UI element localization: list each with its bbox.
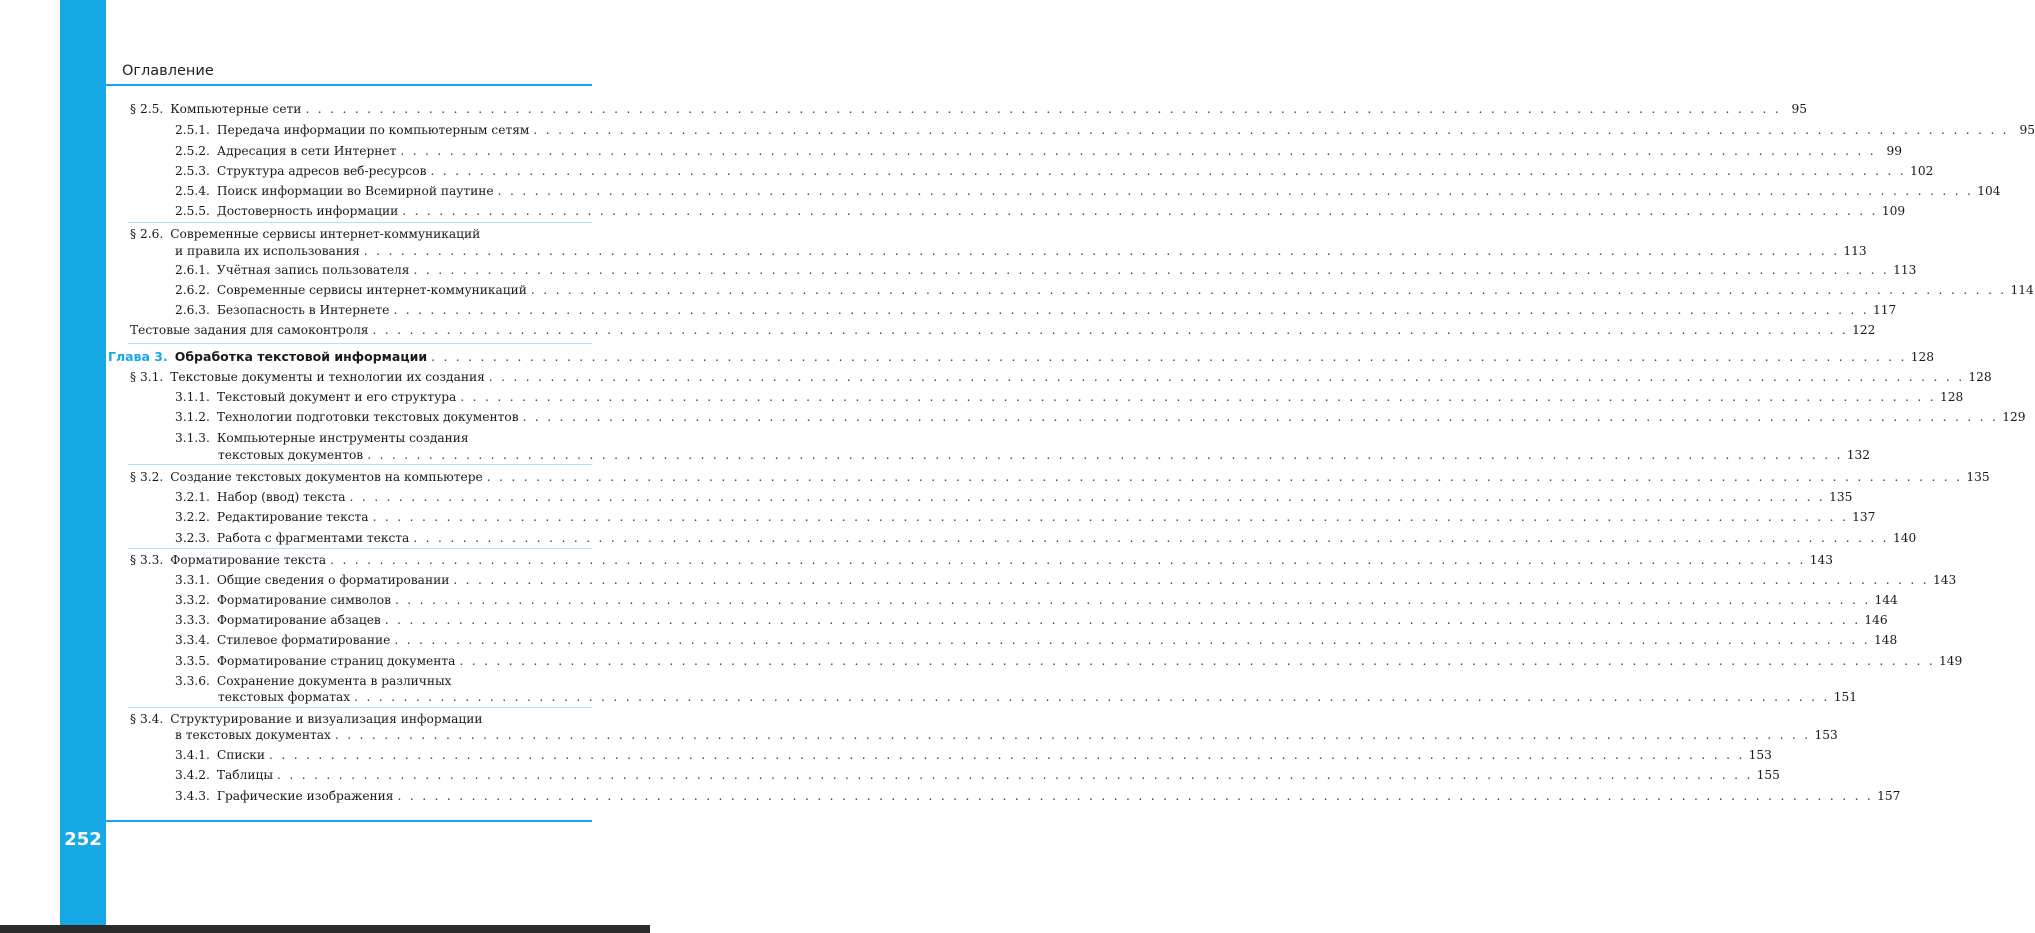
toc-entry-title: Форматирование абзацев xyxy=(216,613,381,627)
toc-entry-page: 132 xyxy=(1846,448,1871,462)
toc-entry-page: 113 xyxy=(1893,263,1917,277)
toc-entry[interactable] xyxy=(130,469,1990,485)
dot-leader: . . . . . . . . . . . . . . . . . . . . . . . . . . . . . . . . . . . . . . . . . . . . . . . . . . . . . . . . . . . . . . . . . . . . . . . . . . . . . . . . . . . . . . . . . . . . . . . . . . . . . . . . . . . . . . . . . . . . . . . . xyxy=(330,553,1806,567)
toc-entry-title: Текстовые документы и технологии их создания xyxy=(170,370,485,384)
toc-entry[interactable] xyxy=(175,632,1898,648)
dot-leader: . . . . . . . . . . . . . . . . . . . . . . . . . . . . . . . . . . . . . . . . . . . . . . . . . . . . . . . . . . . . . . . . . . . . . . . . . . . . . . . . . . . . . . . . . . . . . . . . . . . . . . . . . . . . . . . . . . . . . . . . xyxy=(397,789,1874,803)
toc-entry-page: 102 xyxy=(1910,164,1934,178)
toc-entry-number: 2.5.1. xyxy=(175,123,210,137)
dot-leader: . . . . . . . . . . . . . . . . . . . . . . . . . . . . . . . . . . . . . . . . . . . . . . . . . . . . . . . . . . . . . . . . . . . . . . . . . . . . . . . . . . . . . . . . . . . . . . . . . . . . . . . . . . . . . . . . . . . . . . . . xyxy=(363,244,1840,258)
toc-entry-number: § 3.2. xyxy=(130,470,164,484)
section-separator xyxy=(128,707,592,708)
toc-entry-continuation[interactable] xyxy=(175,243,1867,259)
toc-entry[interactable] xyxy=(130,226,592,242)
toc-entry-page: 135 xyxy=(1966,470,1990,484)
toc-entry-page: 129 xyxy=(2002,410,2026,424)
toc-entry[interactable] xyxy=(175,409,2026,425)
toc-entry-number: § 3.3. xyxy=(130,553,164,567)
toc-entry-title: Общие сведения о форматировании xyxy=(216,573,450,587)
toc-entry-page: 117 xyxy=(1872,303,1897,317)
toc-entry-title: Безопасность в Интернете xyxy=(216,303,390,317)
toc-entry-page: 143 xyxy=(1932,573,1957,587)
toc-entry-title: Обработка текстовой информации xyxy=(174,349,428,364)
toc-entry[interactable] xyxy=(175,673,592,689)
toc-entry-number: § 3.1. xyxy=(130,370,164,384)
toc-entry-page: 144 xyxy=(1874,593,1898,607)
toc-entry-title: Создание текстовых документов на компьютере xyxy=(170,470,483,484)
section-separator xyxy=(128,222,592,223)
toc-entry-page: 143 xyxy=(1809,553,1833,567)
toc-entry-title: Компьютерные инструменты создания xyxy=(216,431,469,445)
toc-entry-page: 153 xyxy=(1748,748,1772,762)
toc-entry-title: Технологии подготовки текстовых документов xyxy=(216,410,519,424)
toc-entry-page: 113 xyxy=(1843,244,1867,258)
toc-entry-number: 3.2.1. xyxy=(175,490,210,504)
toc-entry-continuation[interactable] xyxy=(218,447,1871,463)
toc-entry[interactable] xyxy=(175,183,2001,199)
toc-entry[interactable] xyxy=(175,530,1917,546)
toc-entry-title: Современные сервисы интернет-коммуникаций xyxy=(216,283,527,297)
toc-entry-number: 3.1.1. xyxy=(175,390,210,404)
toc-entry-number: 3.2.2. xyxy=(175,510,210,524)
toc-entry-title: Набор (ввод) текста xyxy=(216,490,346,504)
dot-leader: . . . . . . . . . . . . . . . . . . . . . . . . . . . . . . . . . . . . . . . . . . . . . . . . . . . . . . . . . . . . . . . . . . . . . . . . . . . . . . . . . . . . . . . . . . . . . . . . . . . . . . . . . . . . . . . . . . . . . . . . xyxy=(522,410,1999,424)
toc-entry-title-continued: текстовых документов xyxy=(218,448,364,462)
toc-entry-number: 3.4.2. xyxy=(175,768,210,782)
toc-entry[interactable] xyxy=(130,369,1992,385)
dot-leader: . . . . . . . . . . . . . . . . . . . . . . . . . . . . . . . . . . . . . . . . . . . . . . . . . . . . . . . . . . . . . . . . . . . . . . . . . . . . . . . . . . . . . . . . . . . . . . . . . . . . . . . . . . . . . . . . . . . . . . . . xyxy=(497,184,1974,198)
toc-entry-title: Стилевое форматирование xyxy=(216,633,391,647)
dot-leader: . . . . . . . . . . . . . . . . . . . . . . . . . . . . . . . . . . . . . . . . . . . . . . . . . . . . . . . . . . . . . . . . . . . . . . . . . . . . . . . . . . . . . . . . . . . . . . . . . . . . . . . . . . . . . . . . . . . . . . . . xyxy=(394,633,1870,647)
toc-entry-number: 2.5.4. xyxy=(175,184,210,198)
toc-entry-number: 3.3.5. xyxy=(175,654,210,668)
toc-entry-title-continued: и правила их использования xyxy=(175,244,360,258)
dot-leader: . . . . . . . . . . . . . . . . . . . . . . . . . . . . . . . . . . . . . . . . . . . . . . . . . . . . . . . . . . . . . . . . . . . . . . . . . . . . . . . . . . . . . . . . . . . . . . . . . . . . . . . . . . . . . . . . . . . . . . . . xyxy=(393,303,1869,317)
dot-leader: . . . . . . . . . . . . . . . . . . . . . . . . . . . . . . . . . . . . . . . . . . . . . . . . . . . . . . . . . . . . . . . . . . . . . . . . . . . . . . . . . . . . . . . . . . . . . . . . . . . . . . . . . . . . . . . . . . . . . . . . xyxy=(413,531,1889,545)
dot-leader: . . . . . . . . . . . . . . . . . . . . . . . . . . . . . . . . . . . . . . . . . . . . . . . . . . . . . . . . . . . . . . . . . . . . . . . . . . . . . . . . . . . . . . . . . . . . . . . . . . . . . . . . . . . . . . . . . . . . . . . . xyxy=(277,768,1753,782)
section-separator xyxy=(128,548,592,549)
toc-entry-title: Сохранение документа в различных xyxy=(216,674,452,688)
toc-entry[interactable] xyxy=(175,389,1964,405)
dot-leader: . . . . . . . . . . . . . . . . . . . . . . . . . . . . . . . . . . . . . . . . . . . . . . . . . . . . . . . . . . . . . . . . . . . . . . . . . . . . . . . . . . . . . . . . . . . . . . . . . . . . . . . . . . . . . . . . . . . . . . . . xyxy=(354,690,1830,704)
toc-entry-page: 109 xyxy=(1881,204,1906,218)
dot-leader: . . . . . . . . . . . . . . . . . . . . . . . . . . . . . . . . . . . . . . . . . . . . . . . . . . . . . . . . . . . . . . . . . . . . . . . . . . . . . . . . . . . . . . . . . . . . . . . . . . . . . . . . . . . . . . . . . . . . . . . . xyxy=(431,350,1907,364)
toc-entry-page: 95 xyxy=(1791,102,1808,116)
toc-entry[interactable] xyxy=(175,489,1853,505)
toc-entry-number: § 3.4. xyxy=(130,712,164,726)
dot-leader: . . . . . . . . . . . . . . . . . . . . . . . . . . . . . . . . . . . . . . . . . . . . . . . . . . . . . . . . . . . . . . . . . . . . . . . . . . . . . . . . . . . . . . . . . . . . . . . . . . . . . . . . . . . . . . . . . . . . . . . . xyxy=(413,263,1890,277)
toc-entry-page: 148 xyxy=(1873,633,1898,647)
toc-entry[interactable] xyxy=(175,282,2034,298)
toc-entry-title: Редактирование текста xyxy=(216,510,369,524)
toc-entry-continuation[interactable] xyxy=(175,727,1838,743)
toc-entry-title: Структурирование и визуализация информации xyxy=(170,712,483,726)
toc-entry-title: Компьютерные сети xyxy=(170,102,302,116)
toc-entry[interactable] xyxy=(175,122,2035,138)
toc-entry-number: 3.4.1. xyxy=(175,748,210,762)
toc-entry[interactable] xyxy=(175,262,1917,278)
footer-divider xyxy=(60,820,592,822)
toc-entry-page: 135 xyxy=(1829,490,1853,504)
toc-entry-number: 3.3.1. xyxy=(175,573,210,587)
toc-entry-title: Текстовый документ и его структура xyxy=(216,390,457,404)
toc-entry[interactable] xyxy=(175,509,1876,525)
toc-entry-page: 140 xyxy=(1892,531,1917,545)
toc-entry-page: 157 xyxy=(1877,789,1901,803)
toc-entry-title: Графические изображения xyxy=(216,789,394,803)
toc-entry[interactable] xyxy=(175,747,1772,763)
toc-entry-number: 3.1.3. xyxy=(175,431,210,445)
toc-entry-number: 3.3.6. xyxy=(175,674,210,688)
toc-entry[interactable] xyxy=(175,430,592,446)
toc-entry-number: 2.6.2. xyxy=(175,283,210,297)
toc-entry-page: 151 xyxy=(1833,690,1857,704)
dot-leader: . . . . . . . . . . . . . . . . . . . . . . . . . . . . . . . . . . . . . . . . . . . . . . . . . . . . . . . . . . . . . . . . . . . . . . . . . . . . . . . . . . . . . . . . . . . . . . . . . . . . . . . . . . . . . . . . . . . . . . . . xyxy=(372,323,1849,337)
dot-leader: . . . . . . . . . . . . . . . . . . . . . . . . . . . . . . . . . . . . . . . . . . . . . . . . . . . . . . . . . . . . . . . . . . . . . . . . . . . . . . . . . . . . . . . . . . . . . . . . . . . . . . . . . . . . . . . . . . . . . . . . xyxy=(400,144,1876,158)
toc-entry[interactable] xyxy=(108,349,1934,365)
dot-leader: . . . . . . . . . . . . . . . . . . . . . . . . . . . . . . . . . . . . . . . . . . . . . . . . . . . . . . . . . . . . . . . . . . . . . . . . . . . . . . . . . . . . . . . . . . . . . . . . . . . . . . . . . . . . . . . . . . . . . . . . xyxy=(269,748,1745,762)
toc-entry[interactable] xyxy=(175,592,1898,608)
toc-entry-title-continued: в текстовых документах xyxy=(175,728,331,742)
toc-entry[interactable] xyxy=(175,767,1780,783)
toc-entry-page: 155 xyxy=(1756,768,1780,782)
toc-entry-number: 2.5.5. xyxy=(175,204,210,218)
toc-entry[interactable] xyxy=(130,711,592,727)
toc-entry-page: 153 xyxy=(1814,728,1838,742)
toc-entry-number: 3.4.3. xyxy=(175,789,210,803)
toc-entry-number: 2.6.3. xyxy=(175,303,210,317)
toc-entry-title: Таблицы xyxy=(216,768,274,782)
dot-leader: . . . . . . . . . . . . . . . . . . . . . . . . . . . . . . . . . . . . . . . . . . . . . . . . . . . . . . . . . . . . . . . . . . . . . . . . . . . . . . . . . . . . . . . . . . . . . . . . . . . . . . . . . . . . . . . . . . . . . . . . xyxy=(460,390,1936,404)
section-separator xyxy=(128,343,592,344)
dot-leader: . . . . . . . . . . . . . . . . . . . . . . . . . . . . . . . . . . . . . . . . . . . . . . . . . . . . . . . . . . . . . . . . . . . . . . . . . . . . . . . . . . . . . . . . . . . . . . . . . . . . . . . . . . . . . . . . . . . . . . . . xyxy=(394,593,1871,607)
dot-leader: . . . . . . . . . . . . . . . . . . . . . . . . . . . . . . . . . . . . . . . . . . . . . . . . . . . . . . . . . . . . . . . . . . . . . . . . . . . . . . . . . . . . . . . . . . . . . . . . . . . . . . . . . . . . . . . . . . . . . . . . xyxy=(334,728,1811,742)
dot-leader: . . . . . . . . . . . . . . . . . . . . . . . . . . . . . . . . . . . . . . . . . . . . . . . . . . . . . . . . . . . . . . . . . . . . . . . . . . . . . . . . . . . . . . . . . . . . . . . . . . . . . . . . . . . . . . . . . . . . . . . . xyxy=(486,470,1963,484)
toc-entry-title-continued: текстовых форматах xyxy=(218,690,351,704)
toc-entry[interactable] xyxy=(175,572,1957,588)
toc-entry[interactable] xyxy=(130,552,1833,568)
toc-entry[interactable] xyxy=(175,653,1963,669)
dot-leader: . . . . . . . . . . . . . . . . . . . . . . . . . . . . . . . . . . . . . . . . . . . . . . . . . . . . . . . . . . . . . . . . . . . . . . . . . . . . . . . . . . . . . . . . . . . . . . . . . . . . . . . . . . . . . . . . . . . . . . . . xyxy=(488,370,1965,384)
toc-entry-page: 122 xyxy=(1852,323,1876,337)
toc-entry-title: Передача информации по компьютерным сетям xyxy=(216,123,530,137)
toc-entry-title: Тестовые задания для самоконтроля xyxy=(130,323,369,337)
toc-entry[interactable] xyxy=(175,143,1902,159)
toc-entry[interactable] xyxy=(175,203,1906,219)
toc-entry-number: 3.2.3. xyxy=(175,531,210,545)
toc-entry-number: 2.6.1. xyxy=(175,263,210,277)
dot-leader: . . . . . . . . . . . . . . . . . . . . . . . . . . . . . . . . . . . . . . . . . . . . . . . . . . . . . . . . . . . . . . . . . . . . . . . . . . . . . . . . . . . . . . . . . . . . . . . . . . . . . . . . . . . . . . . . . . . . . . . . xyxy=(305,102,1782,116)
toc-entry-page: 146 xyxy=(1864,613,1888,627)
dot-leader: . . . . . . . . . . . . . . . . . . . . . . . . . . . . . . . . . . . . . . . . . . . . . . . . . . . . . . . . . . . . . . . . . . . . . . . . . . . . . . . . . . . . . . . . . . . . . . . . . . . . . . . . . . . . . . . . . . . . . . . . xyxy=(384,613,1861,627)
dot-leader: . . . . . . . . . . . . . . . . . . . . . . . . . . . . . . . . . . . . . . . . . . . . . . . . . . . . . . . . . . . . . . . . . . . . . . . . . . . . . . . . . . . . . . . . . . . . . . . . . . . . . . . . . . . . . . . . . . . . . . . . xyxy=(530,283,2007,297)
toc-entry-page: 149 xyxy=(1939,654,1963,668)
toc-entry-page: 137 xyxy=(1852,510,1876,524)
toc-entry-number: 2.5.2. xyxy=(175,144,210,158)
toc-entry-page: 128 xyxy=(1939,390,1964,404)
toc-entry-title: Форматирование страниц документа xyxy=(216,654,456,668)
toc-entry-number: 3.3.4. xyxy=(175,633,210,647)
page-header-title: Оглавление xyxy=(122,63,214,79)
toc-entry[interactable] xyxy=(130,322,1876,338)
dot-leader: . . . . . . . . . . . . . . . . . . . . . . . . . . . . . . . . . . . . . . . . . . . . . . . . . . . . . . . . . . . . . . . . . . . . . . . . . . . . . . . . . . . . . . . . . . . . . . . . . . . . . . . . . . . . . . . . . . . . . . . . xyxy=(367,448,1843,462)
toc-entry-number: 2.5.3. xyxy=(175,164,210,178)
toc-entry[interactable] xyxy=(175,612,1888,628)
dot-leader: . . . . . . . . . . . . . . . . . . . . . . . . . . . . . . . . . . . . . . . . . . . . . . . . . . . . . . . . . . . . . . . . . . . . . . . . . . . . . . . . . . . . . . . . . . . . . . . . . . . . . . . . . . . . . . . . . . . . . . . . xyxy=(402,204,1878,218)
toc-entry-number: 3.3.2. xyxy=(175,593,210,607)
toc-entry-continuation[interactable] xyxy=(218,689,1857,705)
toc-entry[interactable] xyxy=(175,788,1901,804)
dot-leader: . . . . . . . . . . . . . . . . . . . . . . . . . . . . . . . . . . . . . . . . . . . . . . . . . . . . . . . . . . . . . . . . . . . . . . . . . . . . . . . . . . . . . . . . . . . . . . . . . . . . . . . . . . . . . . . . . . . . . . . . xyxy=(430,164,1907,178)
toc-entry-page: 95 xyxy=(2019,123,2035,137)
toc-entry-page: 128 xyxy=(1968,370,1992,384)
toc-entry-number: § 2.5. xyxy=(130,102,164,116)
toc-entry-title: Достоверность информации xyxy=(216,204,399,218)
toc-entry-title: Списки xyxy=(216,748,266,762)
toc-entry-page: 99 xyxy=(1886,144,1902,158)
toc-entry-title: Структура адресов веб-ресурсов xyxy=(216,164,427,178)
toc-entry[interactable] xyxy=(175,302,1897,318)
page-number: 252 xyxy=(64,829,102,850)
dot-leader: . . . . . . . . . . . . . . . . . . . . . . . . . . . . . . . . . . . . . . . . . . . . . . . . . . . . . . . . . . . . . . . . . . . . . . . . . . . . . . . . . . . . . . . . . . . . . . . . . . . . . . . . . . . . . . . . . . . . . . . . xyxy=(459,654,1936,668)
bottom-edge xyxy=(0,925,650,933)
toc-entry-page: 128 xyxy=(1910,350,1934,364)
toc-entry-title: Форматирование текста xyxy=(170,553,327,567)
toc-entry-page: 104 xyxy=(1977,184,2001,198)
toc-entry-number: § 2.6. xyxy=(130,227,164,241)
dot-leader: . . . . . . . . . . . . . . . . . . . . . . . . . . . . . . . . . . . . . . . . . . . . . . . . . . . . . . . . . . . . . . . . . . . . . . . . . . . . . . . . . . . . . . . . . . . . . . . . . . . . . . . . . . . . . . . . . . . . . . . . xyxy=(533,123,2009,137)
section-separator xyxy=(128,464,592,465)
toc-entry-number: 3.1.2. xyxy=(175,410,210,424)
toc-entry-title: Форматирование символов xyxy=(216,593,391,607)
toc-entry-title: Современные сервисы интернет-коммуникаций xyxy=(170,227,481,241)
toc-entry[interactable] xyxy=(130,101,1808,117)
toc-entry-title: Работа с фрагментами текста xyxy=(216,531,410,545)
toc-entry-number: 3.3.3. xyxy=(175,613,210,627)
toc-entry-title: Адресация в сети Интернет xyxy=(216,144,397,158)
toc-entry-number: Глава 3. xyxy=(108,349,168,364)
dot-leader: . . . . . . . . . . . . . . . . . . . . . . . . . . . . . . . . . . . . . . . . . . . . . . . . . . . . . . . . . . . . . . . . . . . . . . . . . . . . . . . . . . . . . . . . . . . . . . . . . . . . . . . . . . . . . . . . . . . . . . . . xyxy=(349,490,1826,504)
dot-leader: . . . . . . . . . . . . . . . . . . . . . . . . . . . . . . . . . . . . . . . . . . . . . . . . . . . . . . . . . . . . . . . . . . . . . . . . . . . . . . . . . . . . . . . . . . . . . . . . . . . . . . . . . . . . . . . . . . . . . . . . xyxy=(372,510,1849,524)
toc-entry-title: Учётная запись пользователя xyxy=(216,263,410,277)
toc-entry[interactable] xyxy=(175,163,1934,179)
toc-entry-title: Поиск информации во Всемирной паутине xyxy=(216,184,494,198)
dot-leader: . . . . . . . . . . . . . . . . . . . . . . . . . . . . . . . . . . . . . . . . . . . . . . . . . . . . . . . . . . . . . . . . . . . . . . . . . . . . . . . . . . . . . . . . . . . . . . . . . . . . . . . . . . . . . . . . . . . . . . . . xyxy=(453,573,1929,587)
toc-entry-page: 114 xyxy=(2010,283,2034,297)
